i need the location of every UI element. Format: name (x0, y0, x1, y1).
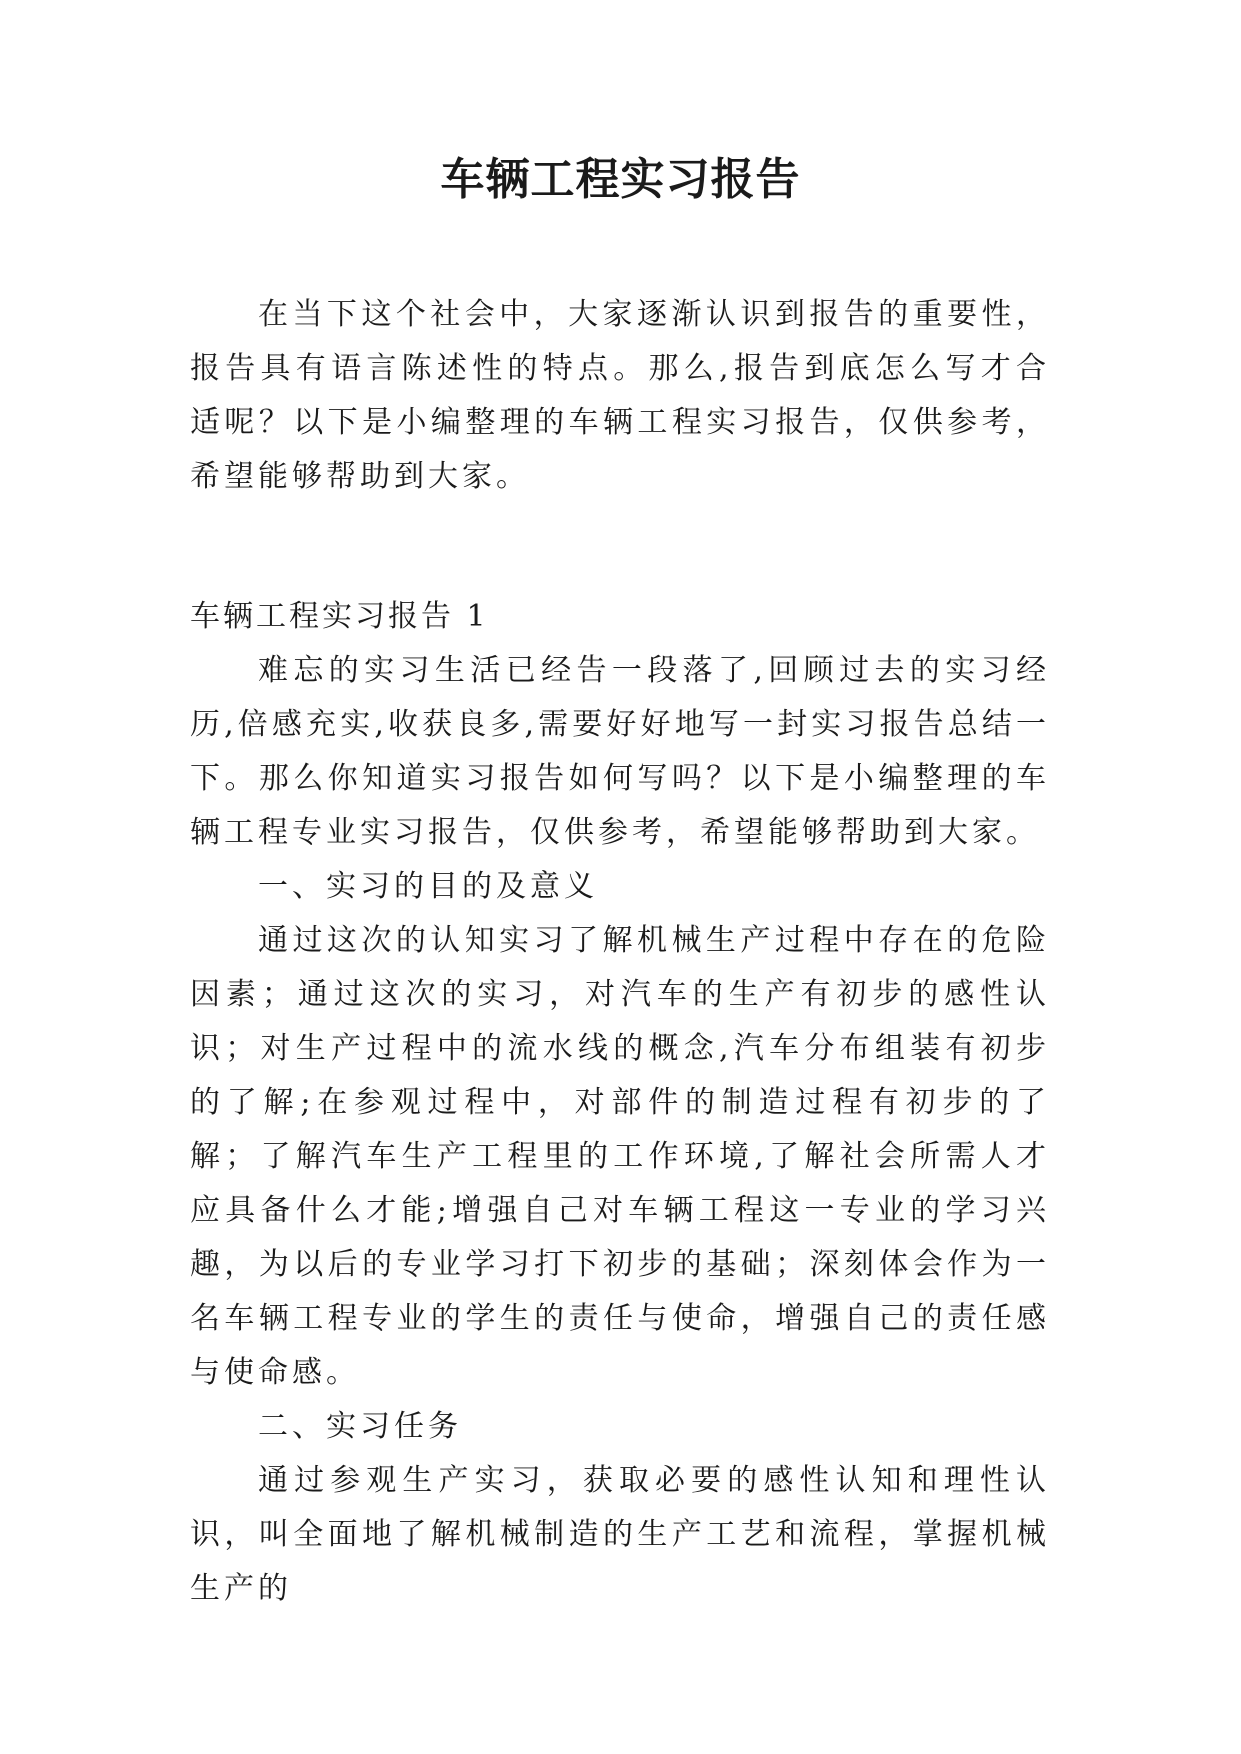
document-body (190, 288, 1050, 1616)
document-title: 车辆工程实习报告 (440, 154, 801, 205)
subheading-purpose: 一、实习的目的及意义 (258, 869, 598, 904)
body-paragraph: 通过参观生产实习，获取必要的感性认知和理性认识，叫全面地了解机械制造的生产工艺和流程，掌握机械生产的 (190, 1463, 1050, 1606)
intro-paragraph: 在当下这个社会中，大家逐渐认识到报告的重要性，报告具有语言陈述性的特点。那么,报告到底怎么写才合适呢？以下是小编整理的车辆工程实习报告，仅供参考，希望能够帮助到大家。 (190, 297, 1050, 494)
body-paragraph: 通过这次的认知实习了解机械生产过程中存在的危险因素；通过这次的实习，对汽车的生产有初步的感性认识；对生产过程中的流水线的概念,汽车分布组装有初步的了解;在参观过程中，对部件的制造过程有初步的了解；了解汽车生产工程里的工作环境,了解社会所需人才应具备什么才能;增强自己对车辆工程这一专业的学习兴趣，为以后的专业学习打下初步的基础；深刻体会作为一名车辆工程专业的学生的责任与使命，增强自己的责任感与使命感。 (190, 923, 1050, 1390)
body-paragraph: 难忘的实习生活已经告一段落了,回顾过去的实习经历,倍感充实,收获良多,需要好好地写一封实习报告总结一下。那么你知道实习报告如何写吗？以下是小编整理的车辆工程专业实习报告，仅供参考，希望能够帮助到大家。 (190, 653, 1050, 850)
section-heading: 车辆工程实习报告 1 (190, 599, 489, 634)
subheading-tasks: 二、实习任务 (258, 1409, 462, 1444)
paragraph-spacer (190, 504, 1050, 590)
